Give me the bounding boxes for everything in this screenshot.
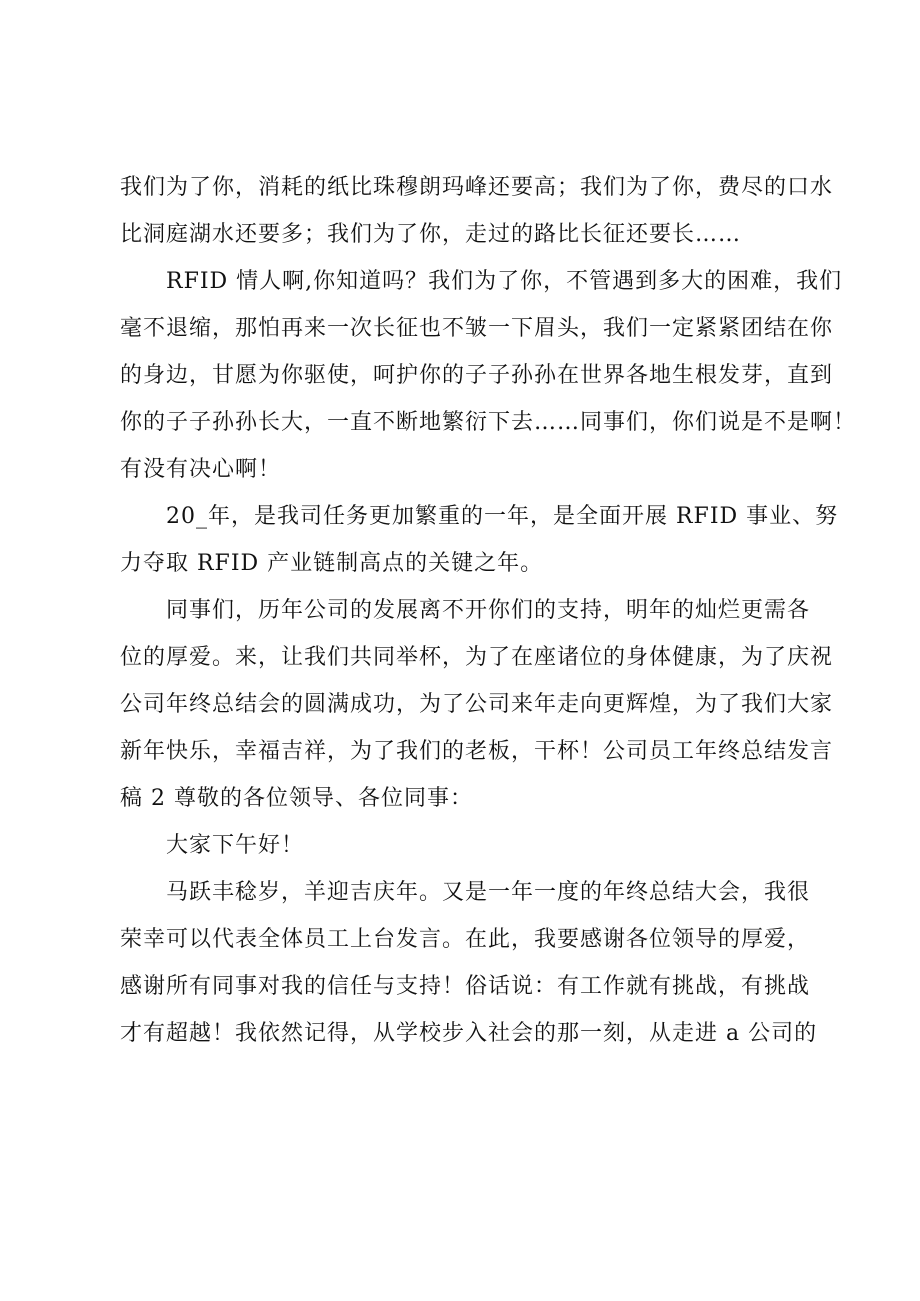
text-line: 比洞庭湖水还要多；我们为了你，走过的路比长征还要长……	[120, 222, 742, 247]
text-line: 同事们，历年公司的发展离不开你们的支持，明年的灿烂更需各	[166, 598, 811, 623]
text-line: 力夺取 RFID 产业链制高点的关键之年。	[120, 551, 544, 576]
text-line: 感谢所有同事对我的信任与支持！俗话说：有工作就有挑战，有挑战	[120, 974, 811, 999]
text-line: 毫不退缩，那怕再来一次长征也不皱一下眉头，我们一定紧紧团结在你	[120, 316, 834, 341]
text-line: 才有超越！我依然记得，从学校步入社会的那一刻，从走进 a 公司的	[120, 1021, 818, 1046]
text-line: 20_年，是我司任务更加繁重的一年，是全面开展 RFID 事业、努	[166, 504, 839, 529]
text-line: 的身边，甘愿为你驱使，呵护你的子子孙孙在世界各地生根发芽，直到	[120, 363, 834, 388]
text-line: 公司年终总结会的圆满成功，为了公司来年走向更辉煌，为了我们大家	[120, 692, 834, 717]
text-line: 位的厚爱。来，让我们共同举杯，为了在座诸位的身体健康，为了庆祝	[120, 645, 834, 670]
text-line: RFID 情人啊,你知道吗？我们为了你，不管遇到多大的困难，我们	[166, 269, 843, 294]
text-line: 荣幸可以代表全体员工上台发言。在此，我要感谢各位领导的厚爱，	[120, 927, 811, 952]
text-line: 马跃丰稔岁，羊迎吉庆年。又是一年一度的年终总结大会，我很	[166, 880, 811, 905]
text-line: 大家下午好！	[166, 833, 305, 858]
text-line: 新年快乐，幸福吉祥，为了我们的老板，干杯！公司员工年终总结发言	[120, 739, 834, 764]
text-line: 你的子子孙孙长大，一直不断地繁衍下去……同事们，你们说是不是啊！	[120, 410, 857, 435]
text-line: 有没有决心啊！	[120, 457, 282, 482]
text-line: 我们为了你，消耗的纸比珠穆朗玛峰还要高；我们为了你，费尽的口水	[120, 175, 834, 200]
text-line: 稿 2 尊敬的各位领导、各位同事：	[120, 786, 473, 811]
